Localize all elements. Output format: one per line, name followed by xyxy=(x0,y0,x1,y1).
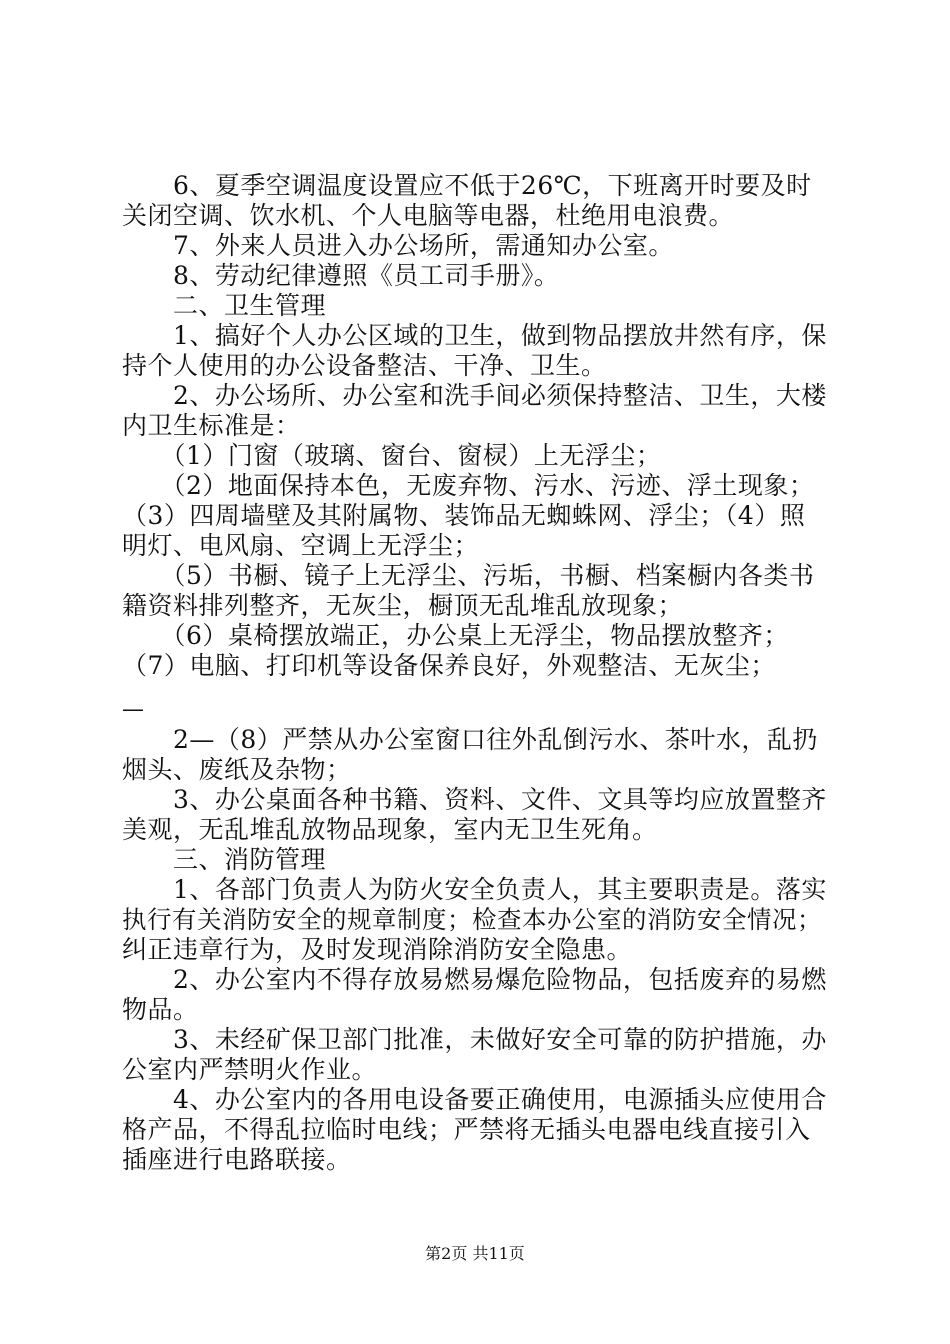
text-block-bottom xyxy=(122,725,834,1175)
text-line: 美观，无乱堆乱放物品现象，室内无卫生死角。 xyxy=(122,815,658,844)
text-line: （5）书橱、镜子上无浮尘、污垢，书橱、档案橱内各类书 xyxy=(122,561,815,590)
text-line: 持个人使用的办公设备整洁、干净、卫生。 xyxy=(122,351,607,380)
text-line: 7、外来人员进入办公场所，需通知办公室。 xyxy=(122,231,674,260)
text-line: 1、各部门负责人为防火安全负责人，其主要职责是。落实 xyxy=(122,875,827,904)
text-line: （6）桌椅摆放端正，办公桌上无浮尘，物品摆放整齐； xyxy=(122,621,789,650)
text-line: 公室内严禁明火作业。 xyxy=(122,1055,378,1084)
text-line: 3、未经矿保卫部门批准，未做好安全可靠的防护措施，办 xyxy=(122,1025,827,1054)
text-block-top xyxy=(122,171,834,681)
text-line: 烟头、废纸及杂物； xyxy=(122,755,352,784)
text-line: 三、消防管理 xyxy=(122,845,327,874)
text-line: 2、办公室内不得存放易燃易爆危险物品，包括废弃的易燃 xyxy=(122,965,827,994)
page-number-footer: 第2页 共11页 xyxy=(425,1244,525,1263)
text-line: （1）门窗（玻璃、窗台、窗棂）上无浮尘； xyxy=(122,441,662,470)
text-line: 8、劳动纪律遵照《员工司手册》。 xyxy=(122,261,560,290)
document-body xyxy=(122,171,834,1175)
text-line: 明灯、电风扇、空调上无浮尘； xyxy=(122,531,480,560)
text-line: 1、搞好个人办公区域的卫生，做到物品摆放井然有序，保 xyxy=(122,321,827,350)
text-line: 物品。 xyxy=(122,995,199,1024)
text-line: 2、办公场所、办公室和洗手间必须保持整洁、卫生，大楼 xyxy=(122,381,827,410)
page-break-dash: — xyxy=(122,697,144,722)
text-line: 插座进行电路联接。 xyxy=(122,1145,352,1174)
text-line: 执行有关消防安全的规章制度；检查本办公室的消防安全情况； xyxy=(122,905,822,934)
text-line: 3、办公桌面各种书籍、资料、文件、文具等均应放置整齐 xyxy=(122,785,827,814)
text-line: 纠正违章行为，及时发现消除消防安全隐患。 xyxy=(122,935,633,964)
text-line: 格产品，不得乱拉临时电线；严禁将无插头电器电线直接引入 xyxy=(122,1115,811,1144)
text-line: 6、夏季空调温度设置应不低于26℃，下班离开时要及时 xyxy=(122,171,812,200)
text-line: （7）电脑、打印机等设备保养良好，外观整洁、无灰尘； xyxy=(122,651,776,680)
text-line: 二、卫生管理 xyxy=(122,291,327,320)
text-line: （2）地面保持本色，无废弃物、污水、污迹、浮土现象； xyxy=(122,471,815,500)
text-line: 内卫生标准是： xyxy=(122,411,301,440)
text-line: 2—（8）严禁从办公室窗口往外乱倒污水、茶叶水，乱扔 xyxy=(122,725,818,754)
text-line: （3）四周墙壁及其附属物、装饰品无蜘蛛网、浮尘；（4）照 xyxy=(122,501,806,530)
text-line: 籍资料排列整齐，无灰尘，橱顶无乱堆乱放现象； xyxy=(122,591,684,620)
text-line: 4、办公室内的各用电设备要正确使用，电源插头应使用合 xyxy=(122,1085,827,1114)
text-line: 关闭空调、饮水机、个人电脑等电器，杜绝用电浪费。 xyxy=(122,201,735,230)
